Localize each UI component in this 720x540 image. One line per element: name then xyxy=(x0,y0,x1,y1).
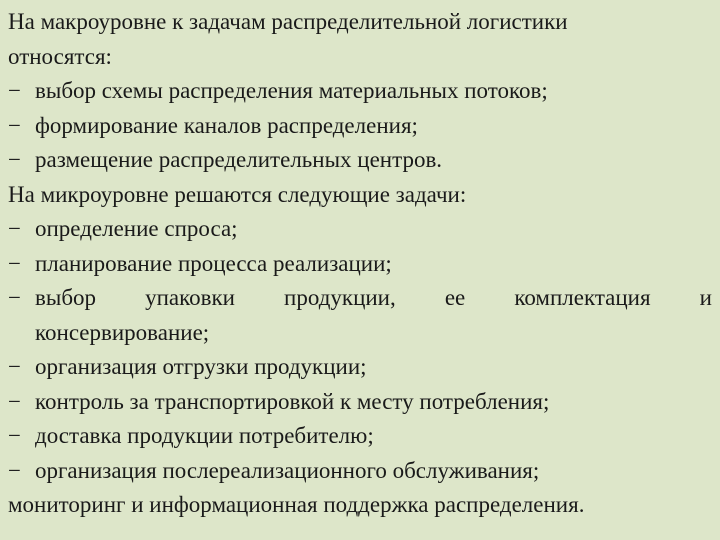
micro-item-text: планирование процесса реализации; xyxy=(35,250,392,276)
dash-bullet: − xyxy=(8,216,21,241)
packaging-word: и xyxy=(699,285,712,310)
packaging-word: комплектация xyxy=(514,285,651,310)
macro-item-text: размещение распределительных центров. xyxy=(35,147,443,172)
micro-item xyxy=(8,350,712,385)
dash-bullet: − xyxy=(8,354,21,379)
micro-item-text: организация отгрузки продукции; xyxy=(35,354,367,379)
macro-item xyxy=(8,143,712,178)
micro-item-text: доставка продукции потребителю; xyxy=(35,423,374,448)
packaging-text xyxy=(35,281,712,316)
dash-bullet: − xyxy=(8,457,21,483)
dash-bullet: − xyxy=(8,147,21,172)
micro-intro: На микроуровне решаются следующие задачи: xyxy=(8,181,467,207)
micro-item xyxy=(8,247,712,282)
dash-bullet: − xyxy=(8,388,21,414)
packaging-word: выбор xyxy=(35,285,97,310)
dash-bullet: − xyxy=(8,112,21,138)
micro-item xyxy=(8,385,712,420)
macro-item xyxy=(8,109,712,144)
packaging-word: продукции, xyxy=(284,285,396,310)
micro-item-text: контроль за транспортировкой к месту потребления; xyxy=(35,388,550,414)
macro-item-text: выбор схемы распределения материальных потоков; xyxy=(35,78,548,103)
micro-item-text: организация послереализационного обслуживания; xyxy=(35,457,540,483)
packaging-word: упаковки xyxy=(145,285,235,310)
dash-bullet: − xyxy=(8,250,21,276)
micro-item xyxy=(8,212,712,247)
closing-line: мониторинг и информационная поддержка распределения. xyxy=(8,492,585,517)
dash-bullet: − xyxy=(8,285,21,310)
packaging-word: ее xyxy=(444,285,466,310)
micro-item-packaging xyxy=(8,281,712,316)
intro-line-2: относятся: xyxy=(8,43,112,69)
macro-item-text: формирование каналов распределения; xyxy=(35,112,418,138)
dash-bullet: − xyxy=(8,78,21,103)
micro-item xyxy=(8,454,712,489)
micro-item-text: определение спроса; xyxy=(35,216,238,241)
dash-bullet: − xyxy=(8,423,21,448)
packaging-continuation: консервирование; xyxy=(35,319,210,345)
macro-item xyxy=(8,74,712,109)
intro-line-1: На макроуровне к задачам распределительной логистики xyxy=(8,9,568,34)
micro-item xyxy=(8,419,712,454)
